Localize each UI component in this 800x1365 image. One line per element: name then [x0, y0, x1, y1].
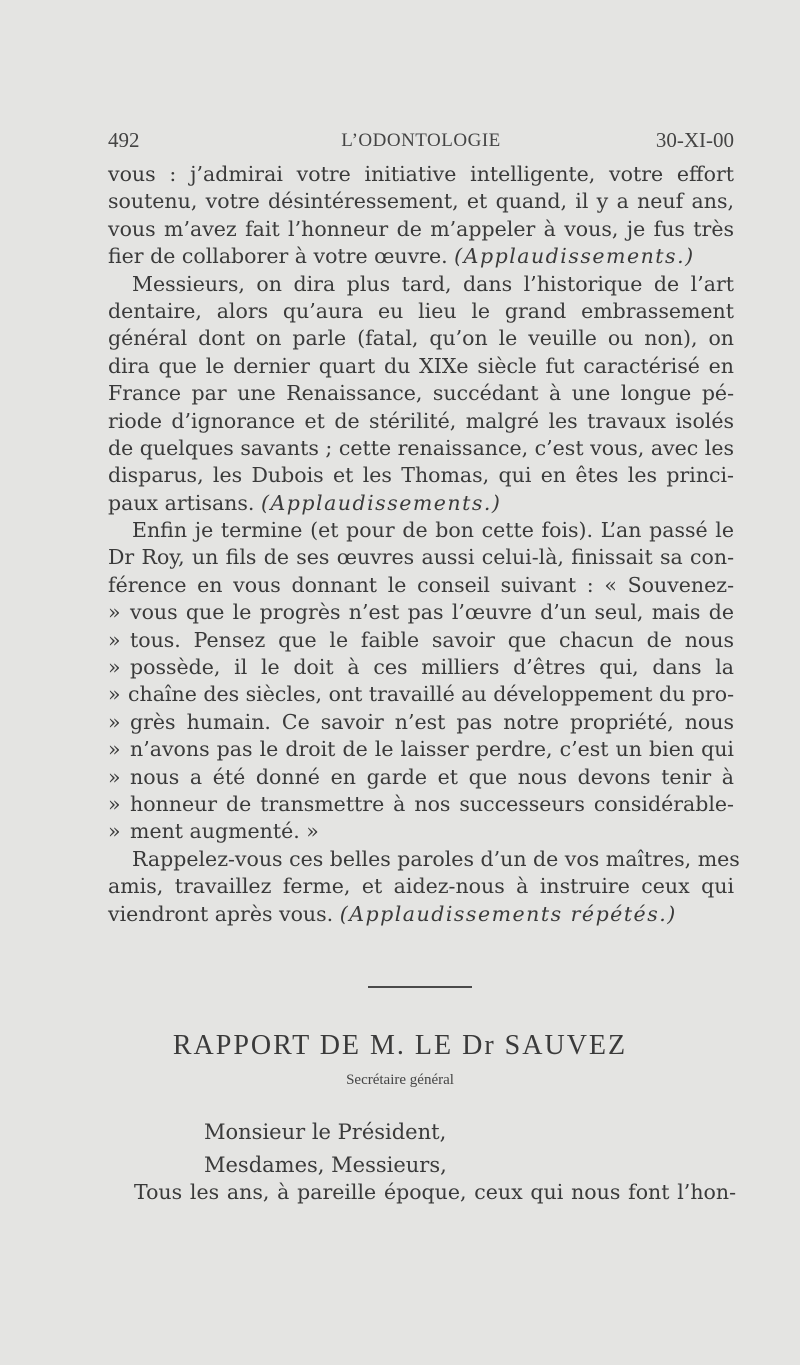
- text-line: riode d’ignorance et de stérilité, malgré les travaux isolés: [108, 408, 734, 433]
- text-line: amis, travaillez ferme, et aidez-nous à instruire ceux qui: [108, 874, 734, 899]
- quote-text: n’avons pas le droit de le laisser perdre, c’est un bien qui: [130, 737, 734, 762]
- quote-mark: »: [108, 819, 121, 844]
- text-line: soutenu, votre désintéressement, et quand, il y a neuf ans,: [108, 189, 734, 214]
- applause-note: (Applaudissements.): [260, 490, 502, 515]
- quote-text: chaîne des siècles, ont travaillé au développement du pro-: [128, 682, 734, 707]
- text-line: disparus, les Dubois et les Thomas, qui en êtes les princi-: [108, 463, 734, 488]
- quote-line: [108, 764, 734, 791]
- text-line: [108, 490, 734, 517]
- salutation: [204, 1116, 447, 1182]
- text-line: [108, 901, 734, 928]
- quote-mark: »: [108, 655, 121, 680]
- quote-line: [108, 681, 734, 708]
- text-line: dentaire, alors qu’aura eu lieu le grand embrassement: [108, 298, 734, 323]
- text-line: France par une Renaissance, succédant à une longue pé-: [108, 381, 734, 406]
- text-line: vous : j’admirai votre initiative intelligente, votre effort: [108, 162, 734, 186]
- quote-line: [108, 736, 734, 763]
- quote-mark: »: [108, 627, 121, 652]
- text-line: de quelques savants ; cette renaissance, c’est vous, avec les: [108, 435, 734, 460]
- quote-line: [108, 709, 734, 736]
- quote-mark: »: [108, 600, 121, 625]
- section-subtitle: Secrétaire général: [346, 1072, 454, 1088]
- section-title: RAPPORT DE M. LE Dr SAUVEZ: [172, 1030, 628, 1061]
- applause-note: (Applaudissements.): [454, 244, 695, 269]
- quote-text: possède, il le doit à ces milliers d’êtres qui, dans la: [130, 655, 734, 680]
- quote-text: vous que le progrès n’est pas l’œuvre d’un seul, mais de: [130, 600, 734, 625]
- text-segment: fier de collaborer à votre œuvre.: [108, 244, 448, 269]
- quote-mark: »: [108, 791, 121, 816]
- quote-text: ment augmenté. »: [130, 819, 319, 844]
- quote-mark: »: [108, 737, 121, 762]
- text-line: vous m’avez fait l’honneur de m’appeler à vous, je fus très: [108, 216, 734, 241]
- salutation-line: Monsieur le Président,: [204, 1120, 447, 1144]
- quote-line: [108, 627, 734, 654]
- text-segment: viendront après vous.: [108, 901, 334, 926]
- quote-line: [108, 791, 734, 818]
- text-segment: paux artisans.: [108, 490, 255, 515]
- issue-date: 30-XI-00: [655, 128, 734, 152]
- text-line: général dont on parle (fatal, qu’on le veuille ou non), on: [108, 326, 734, 351]
- applause-note: (Applaudissements répétés.): [339, 901, 677, 926]
- quote-line: [108, 818, 734, 845]
- quote-line: [108, 599, 734, 626]
- text-line: dira que le dernier quart du XIXe siècle fut caractérisé en: [108, 353, 734, 378]
- page-number: 492: [108, 128, 140, 152]
- text-line: Dr Roy, un fils de ses œuvres aussi celui-là, finissait sa con-: [108, 545, 734, 570]
- journal-title: L’ODONTOLOGIE: [341, 130, 501, 151]
- running-header: [108, 128, 734, 154]
- quote-mark: »: [108, 682, 121, 707]
- text-line: [108, 243, 734, 270]
- quote-mark: »: [108, 709, 121, 734]
- text-line: Rappelez-vous ces belles paroles d’un de vos maîtres, mes: [132, 846, 740, 871]
- quote-text: honneur de transmettre à nos successeurs considérable-: [130, 791, 734, 816]
- quote-text: nous a été donné en garde et que nous devons tenir à: [130, 764, 734, 789]
- section-divider: [368, 986, 472, 988]
- quote-mark: »: [108, 764, 121, 789]
- quote-text: tous. Pensez que le faible savoir que chacun de nous: [130, 627, 734, 652]
- quote-line: [108, 654, 734, 681]
- text-line: férence en vous donnant le conseil suivant : « Souvenez-: [108, 572, 734, 597]
- salutation-line: Mesdames, Messieurs,: [204, 1153, 447, 1177]
- text-line: Tous les ans, à pareille époque, ceux qui nous font l’hon-: [134, 1180, 736, 1204]
- body-text: [108, 161, 740, 928]
- quote-text: grès humain. Ce savoir n’est pas notre propriété, nous: [130, 709, 734, 734]
- text-line: Enfin je termine (et pour de bon cette fois). L’an passé le: [132, 518, 734, 543]
- text-line: Messieurs, on dira plus tard, dans l’historique de l’art: [132, 271, 734, 296]
